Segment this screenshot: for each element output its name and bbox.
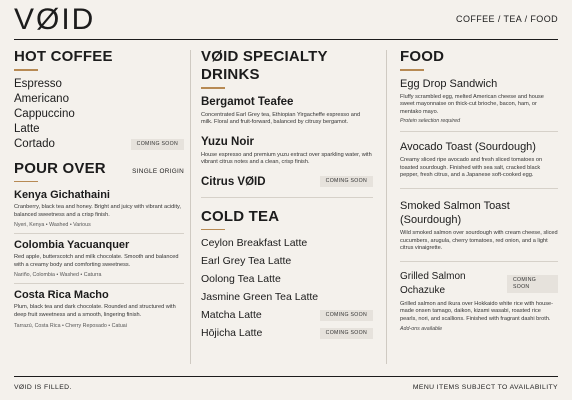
section-title-pour-over: POUR OVER	[14, 159, 106, 177]
coming-soon-badge: COMING SOON	[131, 139, 184, 150]
menu-item-name: Costa Rica Macho	[14, 289, 109, 302]
menu-item-note: Add-ons available	[400, 325, 443, 332]
section-rule	[201, 87, 225, 89]
menu-item-name: Citrus VØID	[201, 175, 266, 188]
section-rule	[14, 181, 38, 183]
coming-soon-badge: COMING SOON	[320, 176, 373, 187]
menu-item: Jasmine Green Tea Latte	[201, 291, 319, 304]
menu-item: Cappuccino	[14, 107, 75, 120]
section-divider	[201, 197, 373, 198]
section-rule	[400, 69, 424, 71]
item-divider	[400, 131, 558, 132]
availability-note: MENU ITEMS SUBJECT TO AVAILABILITY	[412, 384, 558, 391]
menu-item: Oolong Tea Latte	[201, 273, 281, 286]
category-nav: COFFEE / TEA / FOOD	[456, 14, 558, 24]
coming-soon-badge: COMING SOON	[507, 275, 558, 293]
menu-item-origin: Nariño, Colombia • Washed • Caturra	[14, 272, 102, 279]
section-title-hot-coffee: HOT COFFEE	[14, 48, 113, 65]
cold-tea-list	[201, 236, 373, 340]
menu-item-description: Grilled salmon and ikura over Hokkaido white rice with house-made onsen tamago, daikon, kizami wasabi, roasted rice pearls, nori, and scallions. Finished with fragrant dashi broth.	[400, 300, 553, 323]
menu-item-row	[201, 326, 373, 340]
menu-item: Cortado	[14, 137, 55, 150]
menu-item-description: Cranberry, black tea and honey. Bright and juicy with vibrant acidity, balanced sweetness and a crisp finish.	[14, 204, 181, 218]
menu-item-description: House espresso and premium yuzu extract over sparkling water, with vibrant citrus notes and a clean, crisp finish.	[201, 151, 372, 166]
item-divider	[400, 261, 558, 262]
section-rule	[201, 229, 225, 231]
menu-item-name: Avocado Toast (Sourdough)	[400, 141, 536, 154]
column-middle	[201, 48, 373, 370]
item-divider	[14, 283, 184, 284]
coming-soon-badge: COMING SOON	[320, 310, 373, 321]
section-title-cold-tea: COLD TEA	[201, 207, 280, 225]
menu-item-row	[14, 137, 184, 152]
header	[14, 0, 558, 40]
footer-tagline: VØID IS FILLED.	[14, 384, 72, 391]
menu-item-description: Plum, black tea and dark chocolate. Rounded and structured with deep fruit sweetness and a smooth, lingering finish.	[14, 304, 176, 318]
column-left	[14, 48, 184, 370]
menu-item: Matcha Latte	[201, 309, 262, 322]
menu-item-name: Kenya Gichathaini	[14, 189, 110, 201]
menu-item: Earl Grey Tea Latte	[201, 255, 292, 268]
menu-item-row	[201, 254, 373, 268]
column-divider	[386, 50, 387, 364]
menu-item-note: Protein selection required	[400, 118, 461, 125]
column-divider	[190, 50, 191, 364]
menu-item-row	[201, 175, 373, 189]
menu-item-row	[201, 236, 373, 250]
menu-item-name: Grilled Salmon Ochazuke	[400, 270, 466, 296]
coming-soon-badge: COMING SOON	[320, 328, 373, 339]
menu-item-row	[201, 290, 373, 304]
menu-item: Latte	[14, 122, 40, 135]
menu-item-origin: Tarrazú, Costa Rica • Cherry Reposado • Catuai	[14, 322, 127, 329]
section-header-pour-over	[14, 160, 184, 178]
menu-item-name: Yuzu Noir	[201, 135, 255, 148]
menu-item-description: Concentrated Earl Grey tea, Ethiopian Yirgacheffe espresso and milk. Floral and fruit-forward, balanced by citrusy bergamot.	[201, 111, 361, 126]
item-divider	[14, 233, 184, 234]
menu-item: Ceylon Breakfast Latte	[201, 237, 308, 250]
menu-item-description: Wild smoked salmon over sourdough with cream cheese, sliced cucumbers, arugula, cherry tomatoes, red onion, and a light citrus vinaigrette.	[400, 230, 558, 252]
section-rule	[14, 69, 38, 71]
section-title-specialty: VØID SPECIALTY DRINKS	[201, 48, 328, 83]
logo: VØID	[14, 3, 96, 36]
section-title-food: FOOD	[400, 48, 445, 65]
item-divider	[400, 188, 558, 189]
menu-item-row	[201, 272, 373, 286]
single-origin-tag: SINGLE ORIGIN	[132, 167, 184, 175]
menu-item: Americano	[14, 92, 69, 105]
menu-item: Espresso	[14, 77, 62, 90]
menu-item-name: Egg Drop Sandwich	[400, 77, 498, 90]
footer	[14, 376, 558, 400]
menu-item-row	[400, 270, 558, 298]
menu-item-name: Bergamot Teafee	[201, 95, 294, 108]
menu-item-name: Smoked Salmon Toast (Sourdough)	[400, 200, 510, 227]
menu-item-description: Fluffy scrambled egg, melted American cheese and house sweet mayonnaise on thick-cut brioche, bacon, ham, or mentako mayo.	[400, 93, 544, 115]
menu-item-origin: Nyeri, Kenya • Washed • Various	[14, 222, 91, 229]
menu-item-name: Colombia Yacuanquer	[14, 239, 130, 252]
menu-item-description: Red apple, butterscotch and milk chocolate. Smooth and balanced with a creamy body and comforting sweetness.	[14, 254, 179, 268]
menu-item-row	[201, 308, 373, 322]
menu-item: Hōjicha Latte	[201, 327, 263, 340]
menu-item-description: Creamy sliced ripe avocado and fresh sliced tomatoes on toasted sourdough. Finished with sea salt, cracked black pepper, fresh citrus, and a Japanese soft-cooked egg.	[400, 157, 543, 179]
column-right	[400, 48, 558, 370]
